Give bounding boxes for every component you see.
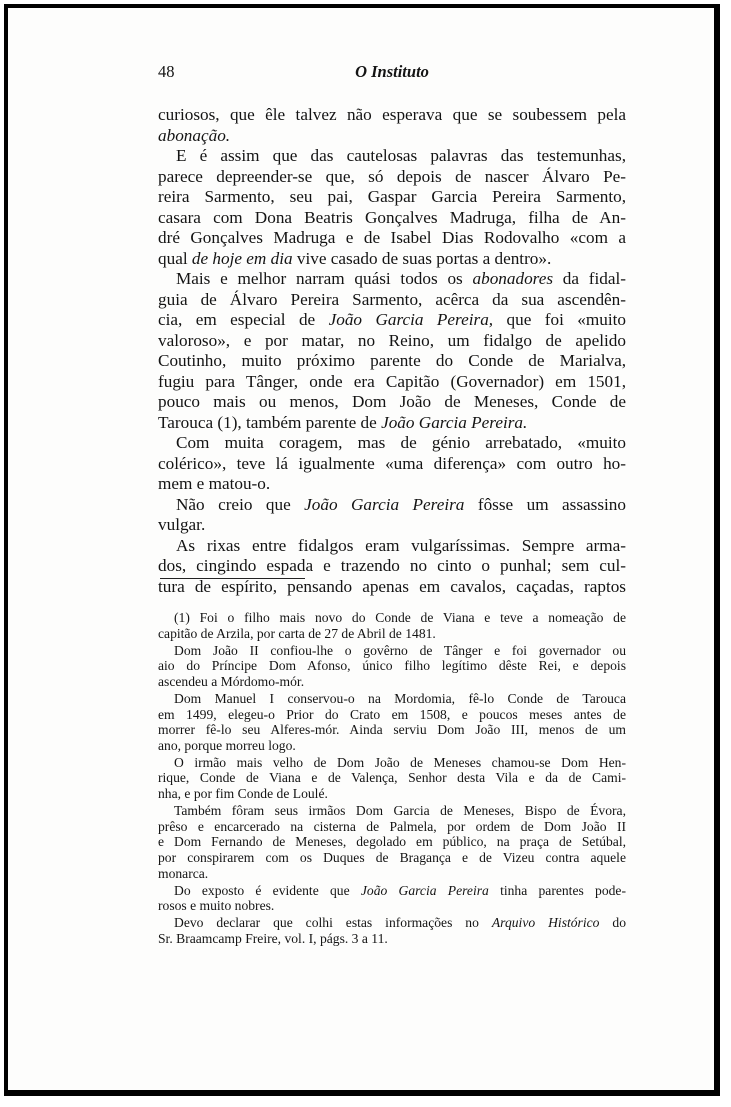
text-run: do bbox=[599, 915, 626, 931]
main-text bbox=[158, 105, 626, 597]
text-line bbox=[158, 249, 626, 270]
text-line: As rixas entre fidalgos eram vulgaríssimas. Sempre arma- bbox=[176, 535, 626, 555]
page-number: 48 bbox=[158, 62, 175, 81]
text-line: curiosos, que êle talvez não esperava que se soubessem pela bbox=[158, 105, 626, 124]
italic-name: João Garcia Pereira bbox=[304, 494, 465, 514]
text-line: dré Gonçalves Madruga e de Isabel Dias Rodovalho «com a bbox=[158, 228, 626, 247]
text-run: Não creio que bbox=[176, 494, 305, 514]
text-run: Mais e melhor narram quási todos os bbox=[176, 269, 473, 288]
footnote-line: ano, porque morreu logo. bbox=[158, 737, 296, 753]
text-line bbox=[158, 413, 626, 434]
text-run: da fidal- bbox=[553, 269, 626, 288]
text-line: vulgar. bbox=[158, 515, 206, 534]
footnote-line: ascendeu a Mórdomo-mór. bbox=[158, 673, 305, 689]
footnote-line: Dom João II confiou-lhe o govêrno de Tânger e foi governador ou bbox=[174, 642, 626, 658]
text-run: Devo declarar que colhi estas informações no bbox=[174, 915, 492, 931]
text-line: parece depreender-se que, só depois de nascer Álvaro Pe- bbox=[158, 166, 626, 186]
footnote-line: Sr. Braamcamp Freire, vol. I, págs. 3 a 11. bbox=[158, 930, 388, 946]
italic-phrase: de hoje em dia bbox=[191, 248, 293, 268]
footnote-line: morrer fê-lo seu Alferes-mór. Ainda serviu Dom João III, menos de um bbox=[158, 722, 626, 738]
text-run: vive casado de suas portas a dentro». bbox=[292, 248, 552, 268]
text-line bbox=[158, 126, 626, 147]
footnote-line bbox=[158, 915, 626, 931]
italic-source: Arquivo Histórico bbox=[491, 915, 600, 931]
footnote-line: O irmão mais velho de Dom João de Meneses chamou-se Dom Hen- bbox=[174, 754, 626, 770]
text-line: Com muita coragem, mas de génio arrebatado, «muito bbox=[176, 433, 626, 452]
footnote-line bbox=[158, 883, 626, 899]
text-line: tura de espírito, pensando apenas em cavalos, caçadas, raptos bbox=[158, 576, 626, 596]
footnote-line: (1) Foi o filho mais novo do Conde de Viana e teve a nomeação de bbox=[174, 610, 626, 625]
text-line: valoroso», e por matar, no Reino, um fidalgo de apelido bbox=[158, 330, 626, 350]
text-line: E é assim que das cautelosas palavras das testemunhas, bbox=[176, 146, 626, 165]
text-line: dos, cingindo espada e trazendo no cinto o punhal; sem cul- bbox=[158, 556, 626, 575]
italic-term: abonadores bbox=[472, 269, 554, 288]
text-line: Coutinho, muito próximo parente do Conde de Marialva, bbox=[158, 351, 626, 370]
footnote-divider bbox=[160, 578, 305, 579]
text-run: tinha parentes pode- bbox=[488, 882, 626, 898]
footnote-line: rique, Conde de Viana e de Valença, Senhor desta Vila e da de Cami- bbox=[158, 770, 626, 786]
text-line: mem e matou-o. bbox=[158, 474, 271, 493]
footnote-line: capitão de Arzila, por carta de 27 de Abril de 1481. bbox=[158, 625, 436, 641]
footnote-line: prêso e encarcerado na cisterna de Palmela, por ordem de Dom João II bbox=[158, 818, 626, 834]
italic-name: João Garcia Pereira bbox=[360, 882, 489, 898]
page-header bbox=[158, 62, 626, 86]
text-run: que foi «muito bbox=[493, 310, 626, 329]
text-line bbox=[158, 269, 626, 290]
italic-name: João Garcia Pereira. bbox=[381, 412, 528, 432]
running-title: O Instituto bbox=[355, 62, 429, 81]
footnote-line: nha, e por fim Conde de Loulé. bbox=[158, 786, 328, 802]
text-run: fôsse um assassino bbox=[464, 494, 626, 514]
text-line bbox=[158, 310, 626, 331]
text-run: qual bbox=[158, 248, 192, 268]
footnote-line: monarca. bbox=[158, 865, 209, 881]
footnotes bbox=[158, 610, 626, 946]
footnote-line: em 1499, elegeu-o Prior do Crato em 1508, e poucos meses antes de bbox=[158, 706, 626, 722]
text-line: pouco mais ou menos, Dom João de Meneses, Conde de bbox=[158, 392, 626, 411]
text-line: fugiu para Tânger, onde era Capitão (Governador) em 1501, bbox=[158, 371, 626, 391]
text-run: Tarouca (1), também parente de bbox=[158, 412, 382, 432]
text-line: casara com Dona Beatris Gonçalves Madruga, filha de An- bbox=[158, 207, 626, 227]
italic-name: João Garcia Pereira, bbox=[328, 310, 494, 329]
text-line: colérico», teve lá igualmente «uma diferença» com outro ho- bbox=[158, 453, 626, 473]
footnote-line: rosos e muito nobres. bbox=[158, 898, 275, 914]
footnote-line: Também fôram seus irmãos Dom Garcia de Meneses, Bispo de Évora, bbox=[174, 803, 626, 819]
footnote-line: e Dom Fernando de Meneses, degolado em público, na praça de Setúbal, bbox=[158, 834, 626, 850]
footnote-line: aio do Príncipe Dom Afonso, único filho legítimo dêste Rei, e depois bbox=[158, 658, 626, 674]
italic-term: abonação. bbox=[158, 125, 231, 145]
text-run: Do exposto é evidente que bbox=[174, 882, 361, 898]
footnote-line: Dom Manuel I conservou-o na Mordomia, fê-lo Conde de Tarouca bbox=[174, 690, 626, 706]
text-run: cia, em especial de bbox=[158, 310, 329, 329]
footnote-line: por conspirarem com os Duques de Bragança e de Vizeu contra aquele bbox=[158, 849, 626, 865]
text-line: guia de Álvaro Pereira Sarmento, acêrca da sua ascendên- bbox=[158, 289, 626, 309]
text-line: reira Sarmento, seu pai, Gaspar Garcia Pereira Sarmento, bbox=[158, 187, 626, 206]
text-line bbox=[158, 495, 626, 516]
